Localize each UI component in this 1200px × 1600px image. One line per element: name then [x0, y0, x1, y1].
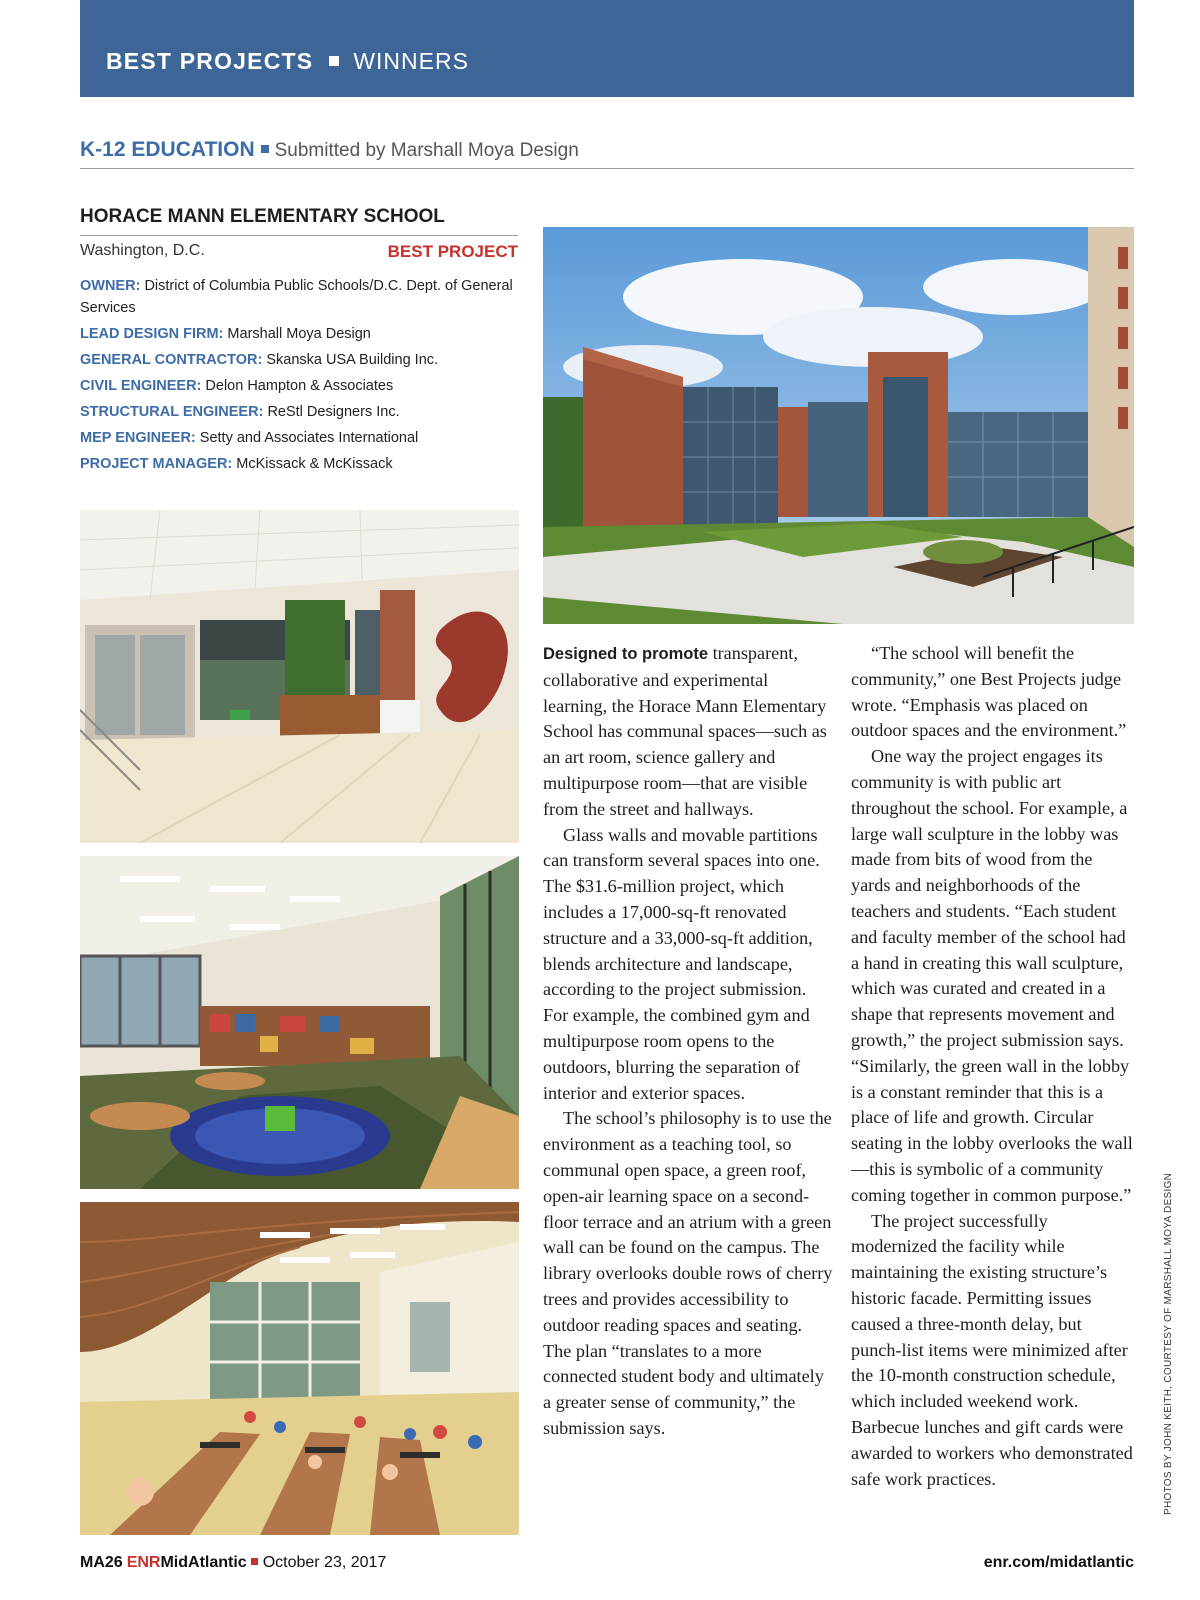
article-paragraph: One way the project engages its community is with public art throughout the school. For example, a large wall sculpture in the lobby was made from bits of wood from the yards and neighborhoods of the teachers and students. “Each student and faculty member of the school had a hand in creating this wall sculpture, which was curated and created in a shape that represents movement and growth,” the project submission says. “Similarly, the green wall in the lobby is a constant reminder that this is a place of life and growth. Circular seating in the lobby overlooks the wall—this is symbolic of a community coming together in common purpose.”	[851, 746, 1133, 1205]
credit-label: PROJECT MANAGER:	[80, 456, 233, 472]
credit-label: MEP ENGINEER:	[80, 430, 196, 446]
banner-section: BEST PROJECTS	[106, 48, 314, 74]
article-paragraph: The project successfully modernized the facility while maintaining the existing structure’s historic facade. Permitting issues caused a three-month delay, but punch-list items were minimized after the 10-month construction schedule, which included weekend work. Barbecue lunches and gift cards were awarded to workers who demonstrated safe work practices.	[851, 1210, 1133, 1489]
credit-value: Delon Hampton & Associates	[205, 378, 394, 394]
banner-subsection: WINNERS	[353, 48, 469, 74]
article-text: transparent, collaborative and experimental learning, the Horace Mann Elementary School has communal spaces—such as an art room, science gallery and multipurpose room—that are visible from the street and hallways.	[543, 643, 827, 819]
credit-label: OWNER:	[80, 278, 141, 294]
article-column-1	[543, 641, 833, 1442]
credit-value: Skanska USA Building Inc.	[266, 352, 439, 368]
banner-text	[106, 48, 469, 75]
footer-url[interactable]: enr.com/midatlantic	[983, 1554, 1134, 1571]
category-name: K-12 EDUCATION	[80, 138, 255, 161]
credit-project-manager	[80, 453, 520, 475]
article-paragraph: “The school will benefit the community,” one Best Projects judge wrote. “Emphasis was placed on outdoor spaces and the environment.”	[851, 643, 1127, 741]
credit-general-contractor	[80, 349, 520, 371]
category-divider	[80, 168, 1134, 169]
section-banner	[80, 0, 1134, 97]
credit-label: STRUCTURAL ENGINEER:	[80, 404, 264, 420]
photo-credit: PHOTOS BY JOHN KEITH, COURTESY OF MARSHALL MOYA DESIGN	[1163, 1172, 1174, 1515]
credit-value: Marshall Moya Design	[227, 326, 371, 342]
credit-value: McKissack & McKissack	[236, 456, 393, 472]
credit-lead-design-firm	[80, 323, 520, 345]
award-label: BEST PROJECT	[387, 242, 518, 261]
brand-midatlantic: MidAtlantic	[160, 1554, 247, 1571]
credit-value: ReStl Designers Inc.	[267, 404, 400, 420]
project-location: Washington, D.C.	[80, 242, 205, 259]
article-lead-in: Designed to promote	[543, 645, 709, 663]
footer-folio	[80, 1554, 386, 1572]
banner-square-icon	[329, 56, 339, 66]
page-number: MA26	[80, 1554, 123, 1571]
credit-label: CIVIL ENGINEER:	[80, 378, 202, 394]
multipurpose-room-photo	[80, 1202, 519, 1535]
credit-civil-engineer	[80, 375, 520, 397]
credit-label: GENERAL CONTRACTOR:	[80, 352, 263, 368]
category-line	[80, 138, 579, 162]
project-title: HORACE MANN ELEMENTARY SCHOOL	[80, 206, 445, 227]
article-paragraph: The school’s philosophy is to use the environment as a teaching tool, so communal open space, a green roof, open-air learning space on a second-floor terrace and an atrium with a green wall can be found on the campus. The library overlooks double rows of cherry trees and provides accessibility to outdoor reading spaces and seating. The plan “translates to a more connected student body and ultimately a greater sense of community,” the submission says.	[543, 1108, 833, 1438]
category-square-icon	[261, 145, 269, 153]
project-credits	[80, 275, 520, 479]
title-divider	[80, 235, 518, 236]
credit-mep-engineer	[80, 427, 520, 449]
footer-square-icon	[251, 1558, 258, 1565]
library-photo	[80, 856, 519, 1189]
article-paragraph: Glass walls and movable partitions can transform several spaces into one. The $31.6-million project, which includes a 17,000-sq-ft renovated structure and a 33,000-sq-ft addition, blends architecture and landscape, according to the project submission. For example, the combined gym and multipurpose room opens to the outdoors, blurring the separation of interior and exterior spaces.	[543, 824, 820, 1103]
exterior-courtyard-photo	[543, 227, 1134, 624]
credit-value: District of Columbia Public Schools/D.C. Dept. of General Services	[80, 278, 513, 316]
category-submitted: Submitted by Marshall Moya Design	[274, 140, 579, 161]
credit-label: LEAD DESIGN FIRM:	[80, 326, 224, 342]
issue-date: October 23, 2017	[262, 1554, 387, 1571]
brand-enr: ENR	[126, 1554, 161, 1571]
article-paragraph	[543, 641, 833, 823]
lobby-photo	[80, 510, 519, 843]
credit-value: Setty and Associates International	[199, 430, 419, 446]
credit-structural-engineer	[80, 401, 520, 423]
article-column-2	[851, 641, 1136, 1492]
credit-owner	[80, 275, 520, 319]
